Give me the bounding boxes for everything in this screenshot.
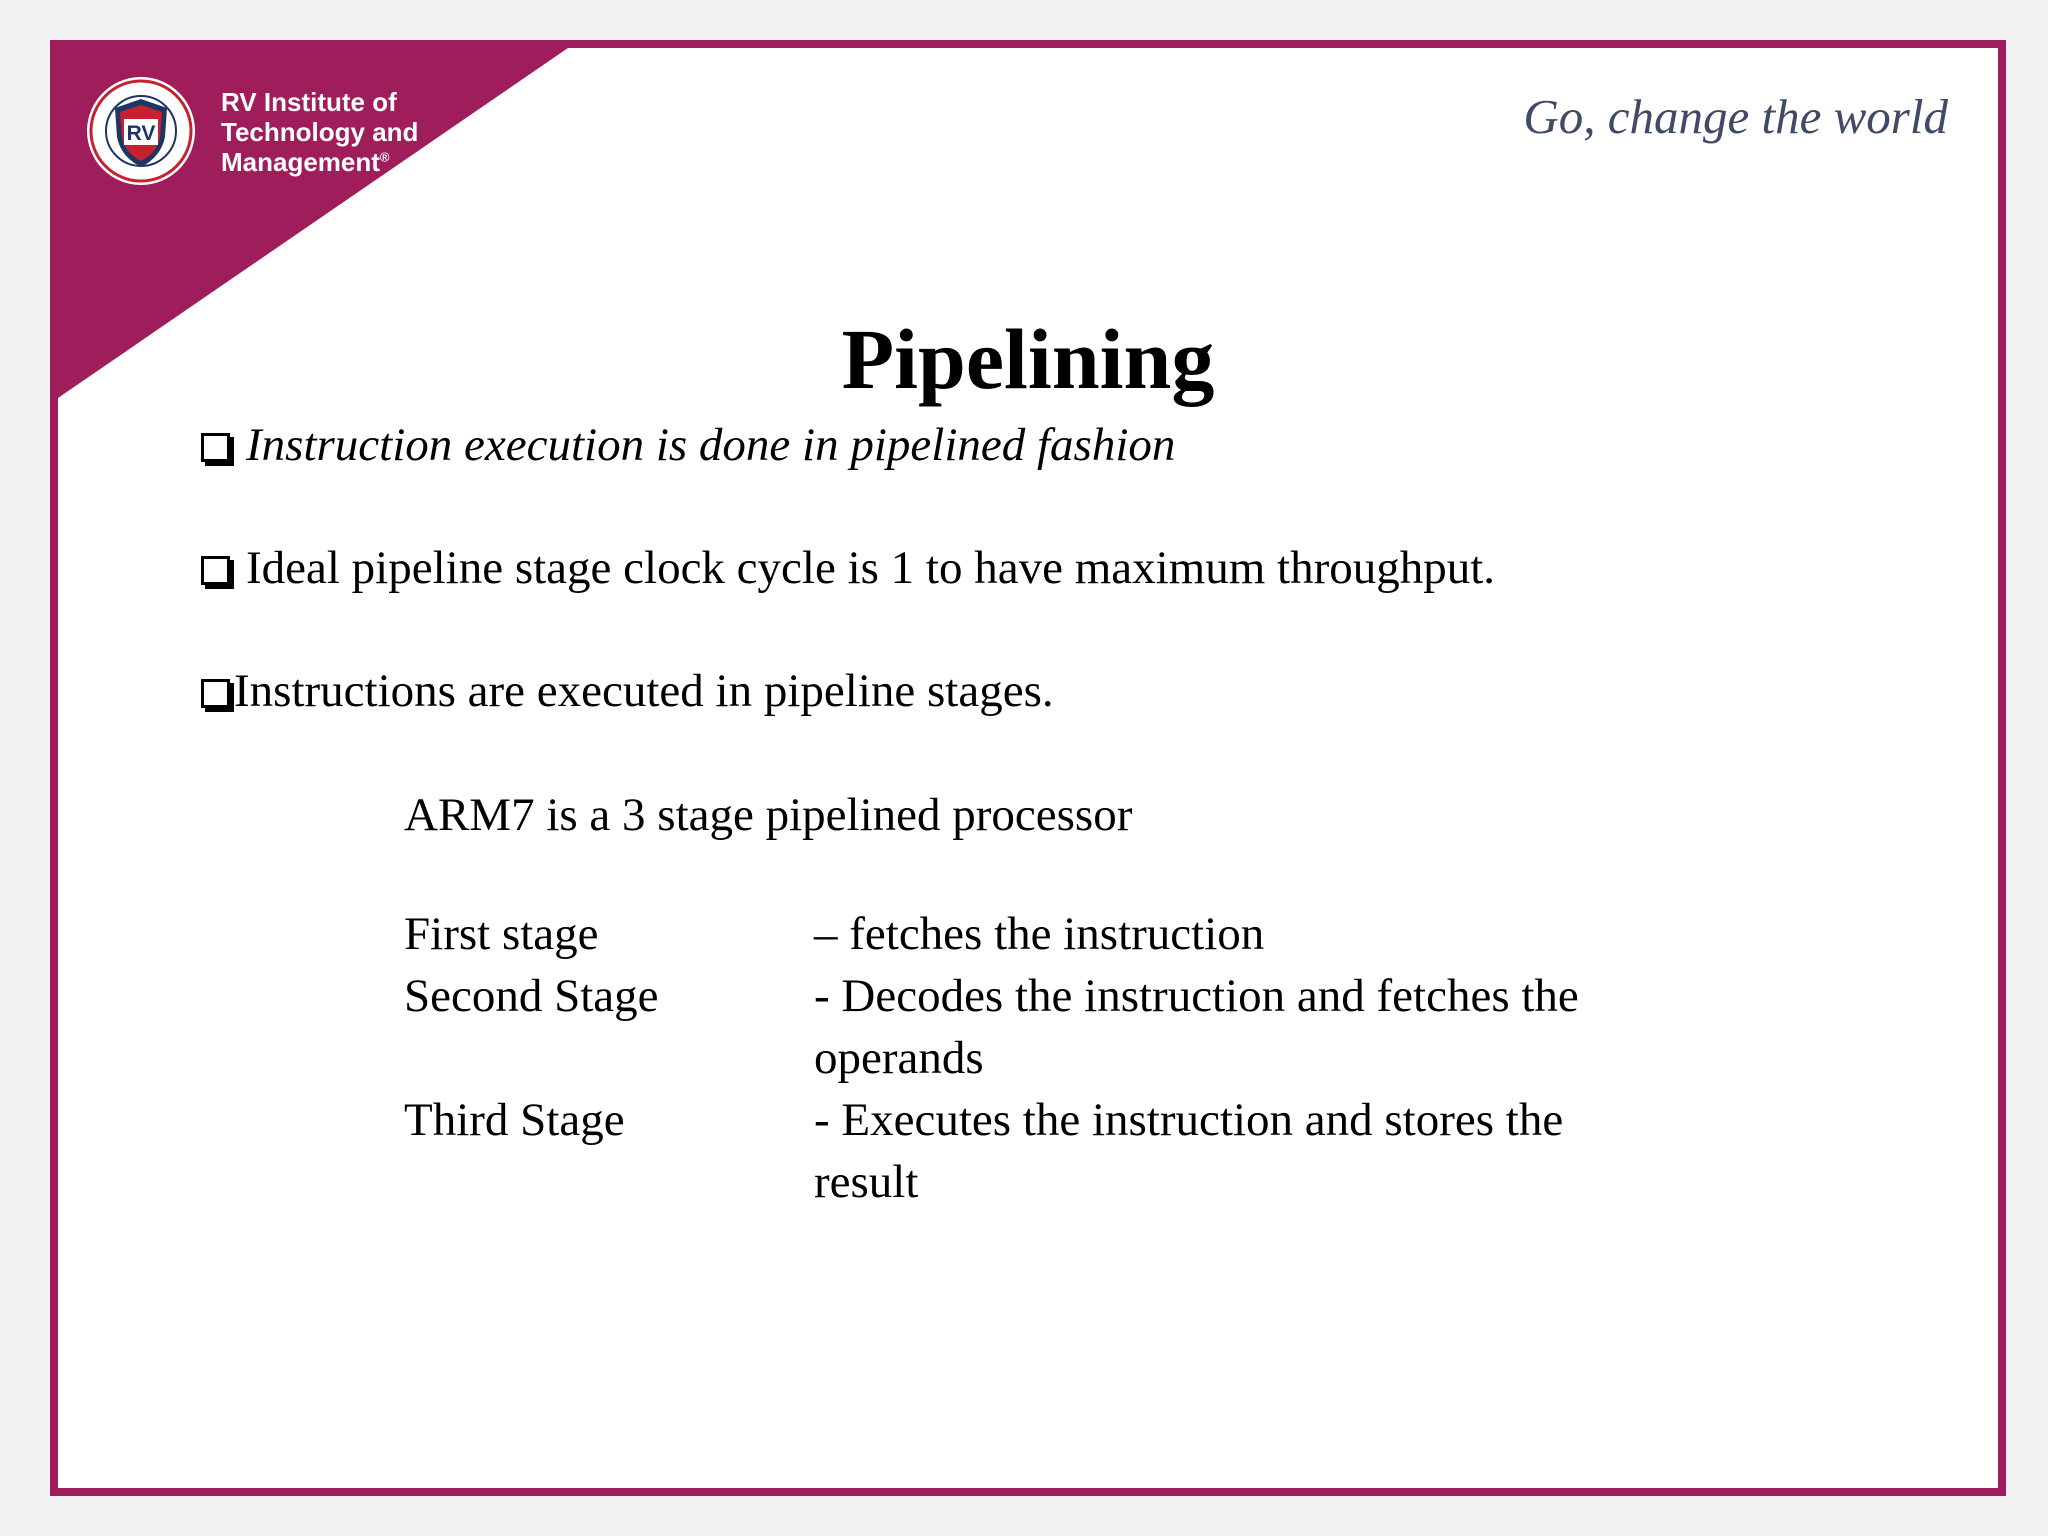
checkbox-bullet-icon [201, 433, 230, 462]
registered-mark: ® [379, 149, 390, 165]
stage-row [404, 903, 1604, 965]
bullet-2-text: Ideal pipeline stage clock cycle is 1 to have maximum throughput. [246, 542, 1496, 594]
rv-institutions-seal-icon [85, 75, 197, 187]
seal-initials: RV [126, 122, 156, 145]
stage-list [404, 903, 1604, 1213]
bullet-2 [201, 541, 1495, 595]
stage-description: - Decodes the instruction and fetches the operands [814, 970, 1579, 1084]
org-name-line-3: Management® [221, 147, 390, 177]
checkbox-bullet-icon [201, 679, 230, 708]
stage-description: - Executes the instruction and stores the result [814, 1094, 1564, 1208]
org-name-line-1: RV Institute of [221, 87, 397, 117]
stage-name: First stage [404, 908, 599, 960]
org-name-line-2: Technology and [221, 117, 419, 147]
stage-name: Third Stage [404, 1094, 625, 1146]
checkbox-bullet-icon [201, 556, 230, 585]
stage-row [404, 965, 1604, 1089]
stage-row [404, 1089, 1604, 1213]
slide-title: Pipelining [841, 311, 1215, 407]
bullet-3-text: Instructions are executed in pipeline stages. [234, 665, 1054, 717]
bullet-1-text: Instruction execution is done in pipelined fashion [246, 419, 1176, 471]
tagline: Go, change the world [1523, 89, 1948, 144]
stage-name: Second Stage [404, 970, 659, 1022]
bullet-3 [201, 664, 1054, 718]
bullet-1 [201, 418, 1175, 472]
org-name [221, 87, 418, 177]
stage-description: – fetches the instruction [814, 908, 1265, 960]
slide-frame [50, 40, 2006, 1496]
arm7-statement: ARM7 is a 3 stage pipelined processor [404, 789, 1133, 841]
